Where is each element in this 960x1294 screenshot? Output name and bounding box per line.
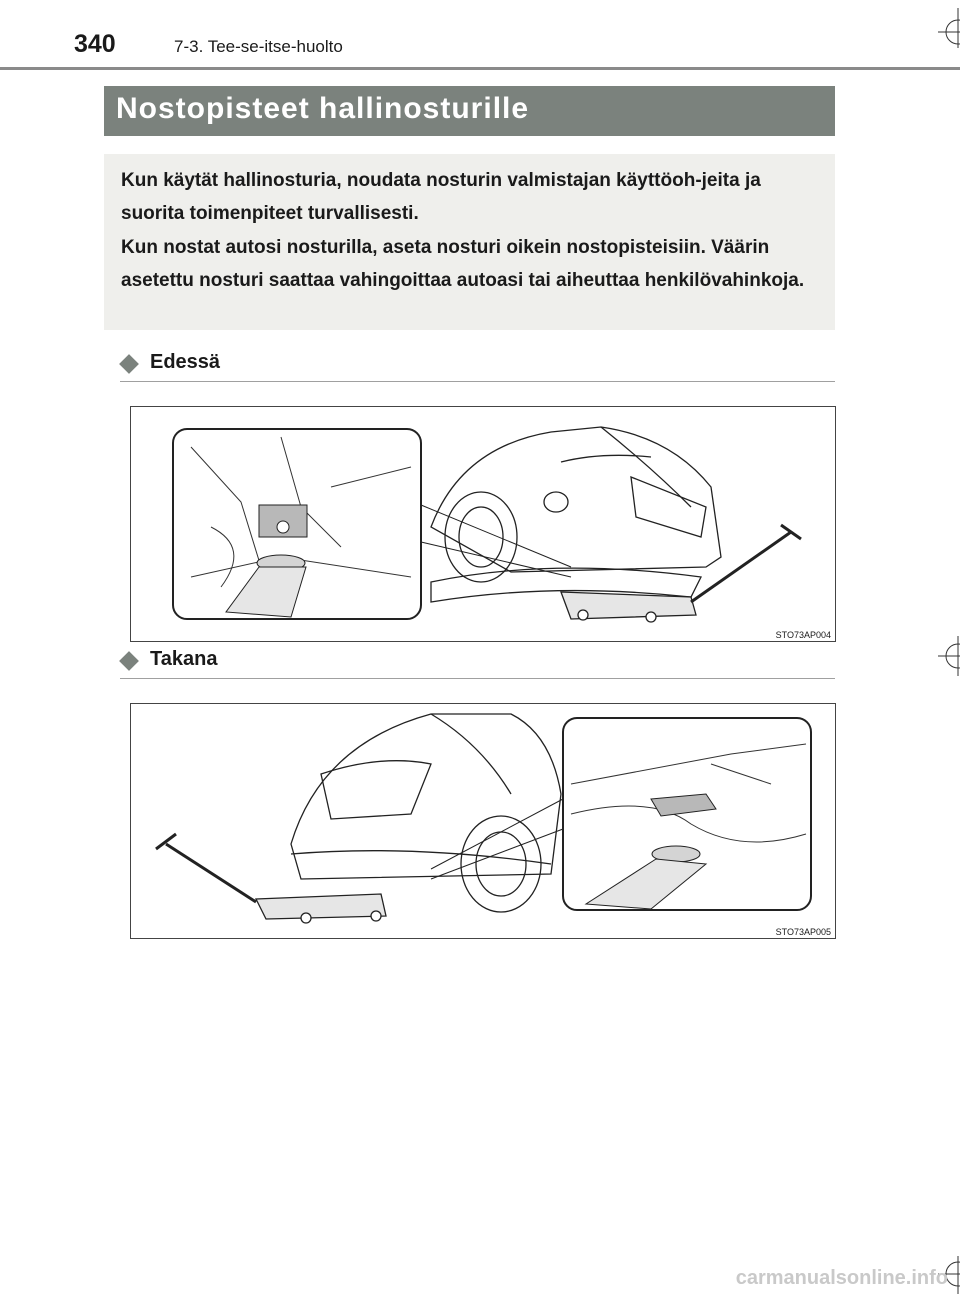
subheading-front [120,351,835,382]
rear-jack-figure [130,703,836,939]
intro-paragraph-2: Kun nostat autosi nosturilla, aseta nosturi oikein nostopisteisiin. Väärin asetettu nosturi saattaa vahingoittaa autoasi tai aiheuttaa henkilövahinkoja. [121,237,805,291]
diamond-bullet-icon [119,354,139,374]
page-title: Nostopisteet hallinosturille [116,92,530,125]
crop-mark-icon [938,636,960,676]
subheading-rear-label: Takana [150,648,218,670]
front-illustration [131,407,835,641]
watermark: carmanualsonline.info [735,1267,948,1289]
section-heading: 7-3. Tee-se-itse-huolto [174,37,343,56]
header-rule [0,67,960,70]
crop-mark-icon [938,8,960,48]
subheading-rear [120,648,835,679]
diamond-bullet-icon [119,651,139,671]
front-jack-figure [130,406,836,642]
subheading-front-label: Edessä [150,351,221,373]
intro-paragraph-1: Kun käytät hallinosturia, noudata nosturin valmistajan käyttöoh-jeita ja suorita toimenpiteet turvallisesti. [121,170,761,224]
figure-code: STO73AP005 [775,927,831,937]
rear-illustration [131,704,835,938]
page-number: 340 [74,30,116,58]
intro-box [104,154,835,330]
figure-code: STO73AP004 [775,630,831,640]
title-bar [104,86,835,136]
